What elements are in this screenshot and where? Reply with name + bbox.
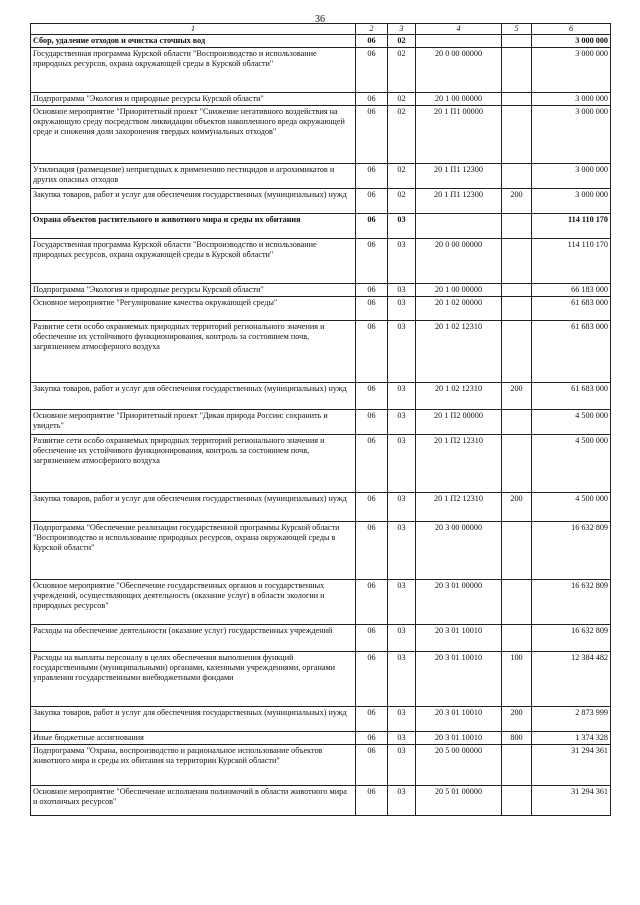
row-csr: 20 1 П1 00000 (416, 106, 502, 164)
row-name: Развитие сети особо охраняемых природных территорий регионального значения и обеспечение их устойчивого функционирования, контроль за состоянием почв, загрязнением атмосферного воздуха (31, 435, 356, 493)
table-row (31, 284, 611, 297)
table-row (31, 383, 611, 410)
table-row (31, 214, 611, 239)
row-sum: 1 374 328 (532, 732, 611, 745)
table-row (31, 410, 611, 435)
row-csr: 20 3 01 10010 (416, 625, 502, 652)
table-row (31, 707, 611, 732)
row-sum: 16 632 809 (532, 580, 611, 625)
row-vr (502, 106, 532, 164)
row-rz: 06 (356, 214, 388, 239)
row-pr: 03 (388, 745, 416, 786)
row-sum: 61 683 000 (532, 297, 611, 321)
row-rz: 06 (356, 786, 388, 816)
row-sum: 114 110 170 (532, 239, 611, 284)
row-csr: 20 5 01 00000 (416, 786, 502, 816)
table-row (31, 745, 611, 786)
row-rz: 06 (356, 297, 388, 321)
table-row (31, 321, 611, 383)
row-rz: 06 (356, 580, 388, 625)
row-vr (502, 625, 532, 652)
row-name: Подпрограмма "Обеспечение реализации государственной программы Курской области "Воспроизводство и использование природных ресурсов, охрана окружающей среды в Курской области" (31, 522, 356, 580)
row-rz: 06 (356, 35, 388, 48)
row-sum: 4 500 000 (532, 493, 611, 522)
row-sum: 3 000 000 (532, 48, 611, 93)
row-vr (502, 435, 532, 493)
row-csr: 20 0 00 00000 (416, 48, 502, 93)
row-vr: 200 (502, 383, 532, 410)
table-row (31, 93, 611, 106)
table-row (31, 522, 611, 580)
row-rz: 06 (356, 164, 388, 189)
row-vr: 100 (502, 652, 532, 707)
header-cell-sum: 6 (532, 24, 611, 35)
row-csr (416, 214, 502, 239)
row-name: Государственная программа Курской области "Воспроизводство и использование природных ресурсов, охрана окружающей среды в Курской области" (31, 48, 356, 93)
row-sum: 2 873 999 (532, 707, 611, 732)
row-name: Государственная программа Курской области "Воспроизводство и использование природных ресурсов, охрана окружающей среды в Курской области" (31, 239, 356, 284)
row-vr: 200 (502, 189, 532, 214)
row-rz: 06 (356, 48, 388, 93)
row-name: Расходы на обеспечение деятельности (оказание услуг) государственных учреждений (31, 625, 356, 652)
table-row (31, 786, 611, 816)
row-pr: 03 (388, 284, 416, 297)
row-sum: 114 110 170 (532, 214, 611, 239)
row-rz: 06 (356, 522, 388, 580)
row-rz: 06 (356, 106, 388, 164)
row-sum: 12 384 482 (532, 652, 611, 707)
row-rz: 06 (356, 383, 388, 410)
row-rz: 06 (356, 435, 388, 493)
table-row (31, 580, 611, 625)
header-cell-vr: 5 (502, 24, 532, 35)
row-sum: 3 000 000 (532, 189, 611, 214)
row-csr (416, 35, 502, 48)
row-csr: 20 3 01 10010 (416, 652, 502, 707)
row-csr: 20 1 П1 12300 (416, 189, 502, 214)
row-pr: 03 (388, 239, 416, 284)
row-sum: 61 683 000 (532, 321, 611, 383)
table-row (31, 625, 611, 652)
row-pr: 03 (388, 297, 416, 321)
row-vr (502, 48, 532, 93)
table-row (31, 435, 611, 493)
table-row (31, 297, 611, 321)
row-vr (502, 93, 532, 106)
row-vr: 800 (502, 732, 532, 745)
row-rz: 06 (356, 707, 388, 732)
row-name: Основное мероприятие "Приоритетный проект "Снижение негативного воздействия на окружающую среду посредством ликвидации объектов накопленного вреда окружающей среде и снижения доли захоронения твердых коммунальных отходов" (31, 106, 356, 164)
row-name: Закупка товаров, работ и услуг для обеспечения государственных (муниципальных) нужд (31, 707, 356, 732)
row-name: Подпрограмма "Экология и природные ресурсы Курской области" (31, 284, 356, 297)
row-pr: 03 (388, 786, 416, 816)
table-row (31, 652, 611, 707)
header-cell-rz: 2 (356, 24, 388, 35)
header-row (31, 24, 611, 35)
row-name: Подпрограмма "Охрана, воспроизводство и рациональное использование объектов животного мира и среды их обитания на территории Курской области" (31, 745, 356, 786)
row-pr: 02 (388, 35, 416, 48)
row-rz: 06 (356, 493, 388, 522)
table-row (31, 493, 611, 522)
row-pr: 02 (388, 106, 416, 164)
row-name: Иные бюджетные ассигнования (31, 732, 356, 745)
row-sum: 61 683 000 (532, 383, 611, 410)
row-name: Основное мероприятие "Регулирование качества окружающей среды" (31, 297, 356, 321)
row-csr: 20 1 02 12310 (416, 321, 502, 383)
row-pr: 03 (388, 383, 416, 410)
row-vr (502, 321, 532, 383)
row-pr: 02 (388, 93, 416, 106)
row-sum: 4 500 000 (532, 410, 611, 435)
page-number: 36 (315, 14, 325, 25)
row-name: Основное мероприятие "Обеспечение государственных органов и государственных учреждений, осуществляющих деятельность (оказание услуг) в области экологии и природных ресурсов" (31, 580, 356, 625)
row-vr: 200 (502, 707, 532, 732)
row-vr (502, 214, 532, 239)
row-sum: 31 294 361 (532, 786, 611, 816)
table-row (31, 239, 611, 284)
budget-table (30, 23, 611, 816)
table-row (31, 732, 611, 745)
table-row (31, 164, 611, 189)
row-vr (502, 786, 532, 816)
row-name: Сбор, удаление отходов и очистка сточных вод (31, 35, 356, 48)
row-vr (502, 284, 532, 297)
row-pr: 02 (388, 189, 416, 214)
header-cell-pr: 3 (388, 24, 416, 35)
row-sum: 4 500 000 (532, 435, 611, 493)
row-csr: 20 1 02 00000 (416, 297, 502, 321)
row-sum: 3 000 000 (532, 35, 611, 48)
row-pr: 02 (388, 48, 416, 93)
row-name: Основное мероприятие "Приоритетный проект "Дикая природа России: сохранить и увидеть" (31, 410, 356, 435)
row-csr: 20 1 00 00000 (416, 284, 502, 297)
table-row (31, 35, 611, 48)
row-pr: 03 (388, 707, 416, 732)
row-pr: 03 (388, 214, 416, 239)
row-pr: 03 (388, 522, 416, 580)
row-pr: 03 (388, 493, 416, 522)
row-vr (502, 522, 532, 580)
row-pr: 03 (388, 732, 416, 745)
row-csr: 20 1 02 12310 (416, 383, 502, 410)
row-pr: 02 (388, 164, 416, 189)
row-name: Подпрограмма "Экология и природные ресурсы Курской области" (31, 93, 356, 106)
row-rz: 06 (356, 239, 388, 284)
row-csr: 20 1 00 00000 (416, 93, 502, 106)
row-pr: 03 (388, 410, 416, 435)
row-sum: 16 632 809 (532, 522, 611, 580)
row-name: Охрана объектов растительного и животного мира и среды их обитания (31, 214, 356, 239)
row-rz: 06 (356, 745, 388, 786)
row-name: Закупка товаров, работ и услуг для обеспечения государственных (муниципальных) нужд (31, 493, 356, 522)
row-sum: 66 183 000 (532, 284, 611, 297)
row-rz: 06 (356, 189, 388, 214)
row-vr (502, 745, 532, 786)
row-vr (502, 35, 532, 48)
header-cell-name: 1 (31, 24, 356, 35)
row-sum: 3 000 000 (532, 106, 611, 164)
row-name: Закупка товаров, работ и услуг для обеспечения государственных (муниципальных) нужд (31, 383, 356, 410)
header-cell-csr: 4 (416, 24, 502, 35)
table-row (31, 189, 611, 214)
table-row (31, 48, 611, 93)
row-csr: 20 0 00 00000 (416, 239, 502, 284)
row-csr: 20 1 П1 12300 (416, 164, 502, 189)
row-name: Развитие сети особо охраняемых природных территорий регионального значения и обеспечение их устойчивого функционирования, контроль за состоянием почв, загрязнением атмосферного воздуха (31, 321, 356, 383)
row-sum: 3 000 000 (532, 164, 611, 189)
row-name: Закупка товаров, работ и услуг для обеспечения государственных (муниципальных) нужд (31, 189, 356, 214)
row-pr: 03 (388, 625, 416, 652)
row-csr: 20 5 00 00000 (416, 745, 502, 786)
row-csr: 20 1 П2 12310 (416, 493, 502, 522)
row-vr (502, 580, 532, 625)
row-csr: 20 3 01 10010 (416, 707, 502, 732)
row-rz: 06 (356, 652, 388, 707)
row-vr (502, 239, 532, 284)
row-vr (502, 410, 532, 435)
row-name: Утилизация (размещение) непригодных к применению пестицидов и агрохимикатов и других опасных отходов (31, 164, 356, 189)
row-pr: 03 (388, 580, 416, 625)
row-rz: 06 (356, 625, 388, 652)
row-sum: 3 000 000 (532, 93, 611, 106)
row-pr: 03 (388, 652, 416, 707)
row-rz: 06 (356, 93, 388, 106)
row-vr (502, 297, 532, 321)
row-csr: 20 3 01 00000 (416, 580, 502, 625)
row-sum: 31 294 361 (532, 745, 611, 786)
row-csr: 20 3 01 10010 (416, 732, 502, 745)
row-rz: 06 (356, 410, 388, 435)
row-csr: 20 3 00 00000 (416, 522, 502, 580)
row-vr: 200 (502, 493, 532, 522)
row-pr: 03 (388, 435, 416, 493)
row-rz: 06 (356, 321, 388, 383)
row-pr: 03 (388, 321, 416, 383)
row-vr (502, 164, 532, 189)
row-csr: 20 1 П2 00000 (416, 410, 502, 435)
row-name: Расходы на выплаты персоналу в целях обеспечения выполнения функций государственными (муниципальными) органами, казенными учреждениями, органами управления государственными внебюджетными фондами (31, 652, 356, 707)
row-name: Основное мероприятие "Обеспечение исполнения полномочий в области животного мира и охотничьих ресурсов" (31, 786, 356, 816)
table-row (31, 106, 611, 164)
row-sum: 16 632 809 (532, 625, 611, 652)
row-rz: 06 (356, 732, 388, 745)
row-rz: 06 (356, 284, 388, 297)
row-csr: 20 1 П2 12310 (416, 435, 502, 493)
